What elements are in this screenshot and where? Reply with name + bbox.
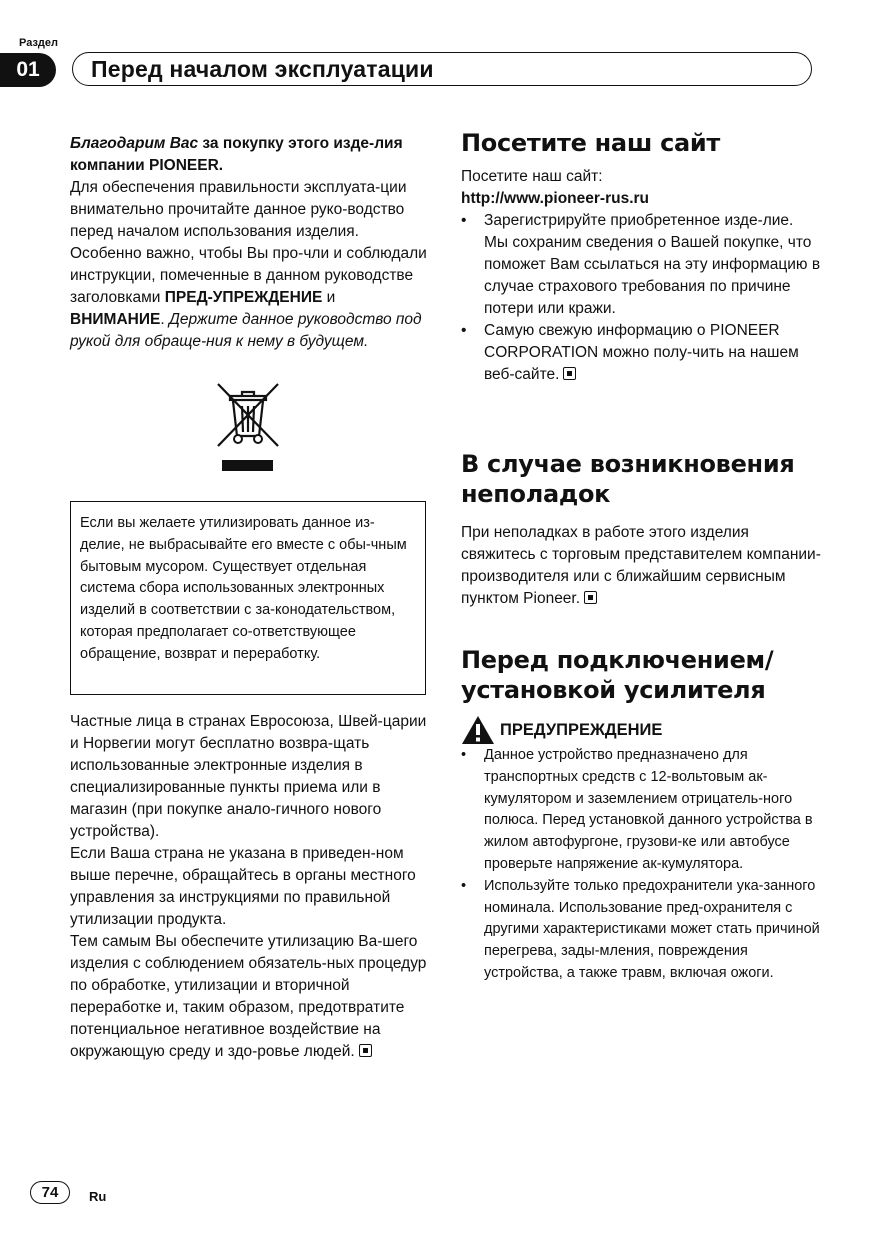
and-word: и: [322, 289, 336, 306]
chapter-title: Перед началом эксплуатации: [72, 52, 812, 86]
website-url[interactable]: http://www.pioneer-rus.ru: [461, 190, 650, 207]
visit-bullets: [461, 210, 821, 386]
intro-thanks: [70, 133, 422, 177]
keep-manual-text: Держите данное руководство под рукой для обраще-ния к нему в будущем.: [70, 311, 422, 350]
disposal-notice-text: Если вы желаете утилизировать данное из-делие, не выбрасывайте его вместе с обы-чным бытовым мусором. Существует отдельная система сбора использованных электронных изделий в соответствии с за-конодательством, которая предполагает со-ответствующее обращение, возврат и переработку.: [80, 515, 407, 662]
list-item-text: Самую свежую информацию о PIONEER CORPORATION можно полу-чить на нашем веб-сайте.: [484, 322, 799, 383]
install-heading: Перед подключением/ установкой усилителя: [461, 646, 774, 704]
trouble-section: [461, 449, 821, 610]
warning-triangle-icon: [461, 715, 495, 745]
end-mark-icon: [584, 591, 597, 604]
bin-underline-bar: [222, 460, 273, 471]
caution-word: ВНИМАНИЕ: [70, 311, 161, 328]
intro-paragraph: [70, 177, 428, 353]
trouble-heading: В случае возникновения неполадок: [461, 450, 795, 508]
section-label: Раздел: [19, 37, 58, 49]
end-mark-icon: [359, 1044, 372, 1057]
environment-text: Тем самым Вы обеспечите утилизацию Ва-шего изделия с соблюдением обязатель-ных процедур по обработке, утилизации и вторичной переработке и, таким образом, предотвратите потенциальное негативное воздействие на окружающую среду и здо-ровье людей.: [70, 933, 427, 1060]
list-item: [461, 320, 821, 386]
warning-word: ПРЕД-УПРЕЖДЕНИЕ: [164, 289, 323, 306]
dot: .: [160, 311, 169, 328]
intro-bold-italic: Благодарим Вас: [70, 135, 199, 152]
visit-section: [461, 128, 821, 386]
list-item: • Данное устройство предназначено для транспортных средств с 12-вольтовым ак-кумулятором и заземлением отрицатель-ного полюса. Перед установкой данного устройства в жилом автофургоне, грузови-ке или автобусе проверьте напряжение ак-кумулятора.: [461, 745, 821, 876]
page-number: 74: [30, 1181, 70, 1204]
left-column-lower: [70, 711, 428, 1063]
warning-header: [461, 715, 821, 745]
intro-text: Для обеспечения правильности эксплуата-ции внимательно прочитайте данное руко-водство перед началом использования изделия. Особенно важно, чтобы Вы про-чли и соблюдали инструкции, помеченные в данном руководстве заголовками: [70, 179, 427, 306]
language-code: Ru: [89, 1189, 107, 1204]
section-number-badge: 01: [0, 53, 56, 87]
end-mark-icon: [563, 367, 576, 380]
warning-label: ПРЕДУПРЕЖДЕНИЕ: [500, 720, 663, 739]
visit-intro: Посетите наш сайт:: [461, 168, 603, 185]
trouble-body: При неполадках в работе этого изделия свяжитесь с торговым представителем компании-производителя или с ближайшим сервисным пунктом Pioneer.: [461, 524, 821, 607]
eu-paragraph: Частные лица в странах Евросоюза, Швей-царии и Норвегии могут бесплатно возвра-щать использованные электронные изделия в специализированные пункты приема или в магазин (при покупке анало-гичного нового устройства).: [70, 713, 427, 840]
crossed-bin-icon: [216, 382, 280, 452]
install-section: [461, 645, 821, 985]
environment-paragraph: [70, 931, 428, 1063]
visit-heading: Посетите наш сайт: [461, 129, 721, 157]
disposal-notice-box: [70, 501, 426, 695]
list-item: • Зарегистрируйте приобретенное изде-лие. Мы сохраним сведения о Вашей покупке, что поможет Вам ссылаться на эту информацию в случае страхового требования по причине потери или кражи.: [461, 210, 821, 320]
warning-bullets: [461, 745, 821, 985]
list-item: • Используйте только предохранители ука-занного номинала. Использование пред-охранителя с другими характеристиками может стать причиной перегрева, зады-мления, повреждения устройства, а также травм, включая ожоги.: [461, 876, 821, 985]
intro-bold: за покупку этого изде-лия компании PIONEER.: [70, 135, 403, 174]
other-country-paragraph: Если Ваша страна не указана в приведен-ном выше перечне, обращайтесь в органы местного управления за инструкциями по правильной утилизации продукта.: [70, 845, 416, 928]
trouble-text: [461, 522, 821, 610]
